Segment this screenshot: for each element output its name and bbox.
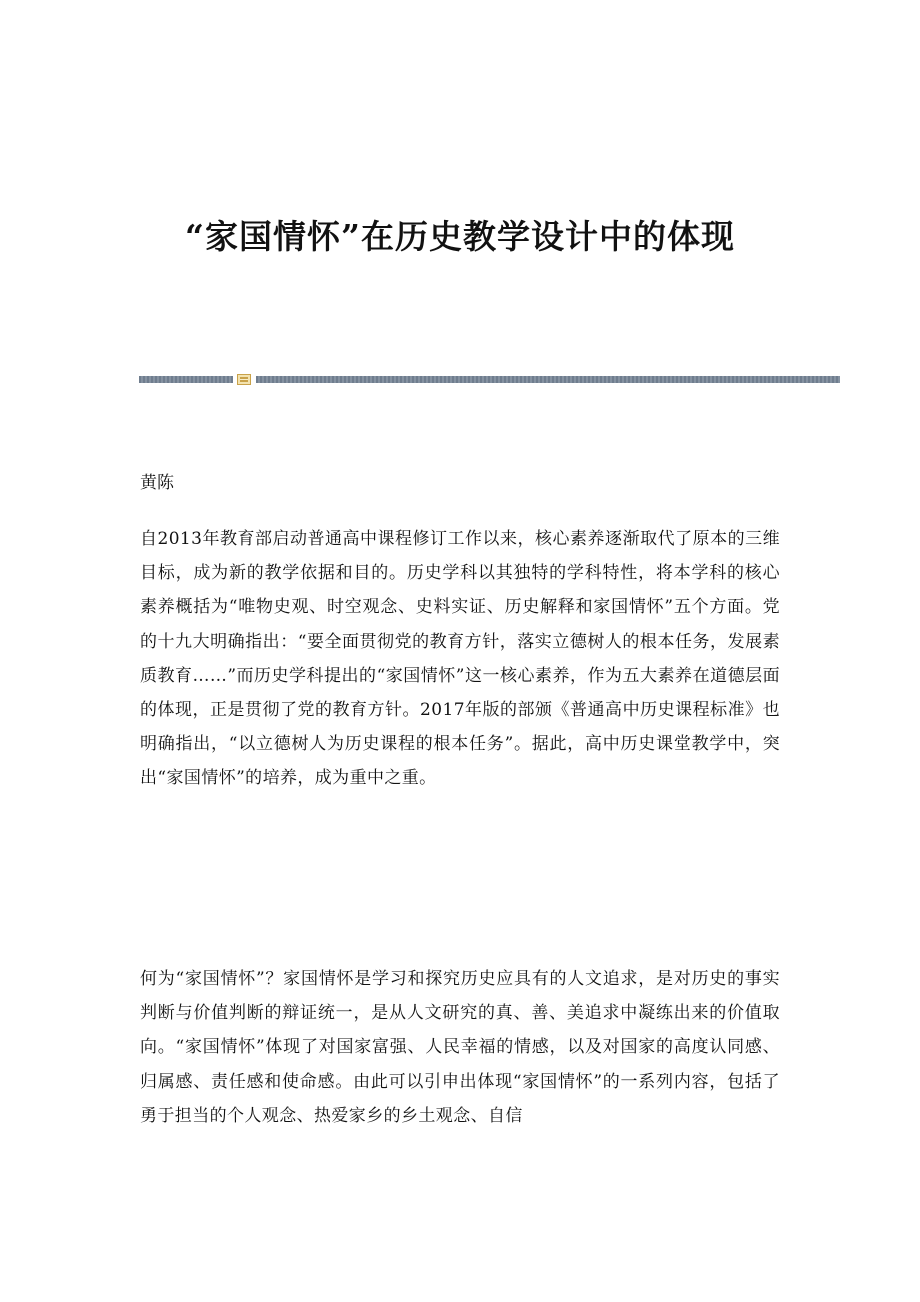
body-paragraph: 自2013年教育部启动普通高中课程修订工作以来，核心素养逐渐取代了原本的三维目标，成为新的教学依据和目的。历史学科以其独特的学科特性，将本学科的核心素养概括为“唯物史观、时空观念、史料实证、历史解释和家国情怀”五个方面。党的十九大明确指出：“要全面贯彻党的教育方针，落实立德树人的根本任务，发展素质教育……”而历史学科提出的“家国情怀”这一核心素养，作为五大素养在道德层面的体现，正是贯彻了党的教育方针。2017年版的部颁《普通高中历史课程标准》也明确指出，“以立德树人为历史课程的根本任务”。据此，高中历史课堂教学中，突出“家国情怀”的培养，成为重中之重。 (140, 529, 780, 789)
body-paragraph: 何为“家国情怀”？家国情怀是学习和探究历史应具有的人文追求，是对历史的事实判断与价值判断的辩证统一，是从人文研究的真、善、美追求中凝练出来的价值取向。“家国情怀”体现了对国家富强、人民幸福的情感，以及对国家的高度认同感、归属感、责任感和使命感。由此可以引申出体现“家国情怀”的一系列内容，包括了勇于担当的个人观念、热爱家乡的乡土观念、自信 (140, 969, 780, 1126)
author-name: 黄陈 (140, 473, 174, 493)
divider-bar-right (256, 376, 840, 383)
title-divider (139, 373, 840, 387)
divider-ornament-icon (237, 374, 251, 385)
document-title: “家国情怀”在历史教学设计中的体现 (185, 217, 735, 256)
divider-bar-left (139, 376, 233, 383)
